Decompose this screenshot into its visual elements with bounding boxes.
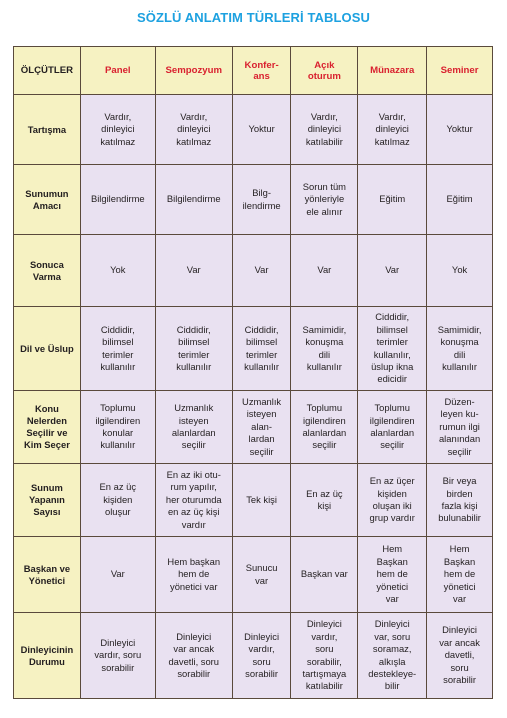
cell-konu-secimi-panel: Toplumu ilgilendiren konular kullanılır [80, 391, 155, 464]
cell-sunumun-amaci-seminer: Eğitim [427, 165, 493, 235]
row-label-sonuca-varma: Sonuca Varma [14, 235, 81, 307]
cell-tartisma-seminer: Yoktur [427, 95, 493, 165]
cell-konu-secimi-konferans: Uzmanlık isteyen alan- lardan seçilir [232, 391, 291, 464]
cell-dinleyicinin-durumu-panel: Dinleyici vardır, soru sorabilir [80, 613, 155, 699]
row-label-sunumun-amaci: Sunumun Amacı [14, 165, 81, 235]
row-label-tartisma: Tartışma [14, 95, 81, 165]
table-row-sunumun-amaci [14, 165, 493, 235]
cell-baskan-ve-yonetici-panel: Var [80, 537, 155, 613]
cell-dinleyicinin-durumu-konferans: Dinleyici vardır, soru sorabilir [232, 613, 291, 699]
header-seminer: Seminer [427, 47, 493, 95]
cell-tartisma-sempozyum: Vardır, dinleyici katılmaz [155, 95, 232, 165]
header-panel: Panel [80, 47, 155, 95]
cell-konu-secimi-sempozyum: Uzmanlık isteyen alanlardan seçilir [155, 391, 232, 464]
cell-sunum-yapan-sayisi-seminer: Bir veya birden fazla kişi bulunabilir [427, 464, 493, 537]
cell-dil-ve-uslup-konferans: Ciddidir, bilimsel terimler kullanılır [232, 307, 291, 391]
cell-dinleyicinin-durumu-sempozyum: Dinleyici var ancak davetli, soru sorabilir [155, 613, 232, 699]
cell-sunum-yapan-sayisi-munazara: En az üçer kişiden oluşan iki grup vardır [358, 464, 427, 537]
header-sempozyum: Sempozyum [155, 47, 232, 95]
cell-baskan-ve-yonetici-konferans: Sunucu var [232, 537, 291, 613]
table-row-baskan-ve-yonetici [14, 537, 493, 613]
cell-dil-ve-uslup-munazara: Ciddidir, bilimsel terimler kullanılır, üslup ikna edicidir [358, 307, 427, 391]
cell-konu-secimi-acik-oturum: Toplumu igilendiren alanlardan seçilir [291, 391, 358, 464]
cell-baskan-ve-yonetici-munazara: Hem Başkan hem de yönetici var [358, 537, 427, 613]
cell-dil-ve-uslup-sempozyum: Ciddidir, bilimsel terimler kullanılır [155, 307, 232, 391]
cell-sonuca-varma-panel: Yok [80, 235, 155, 307]
cell-dinleyicinin-durumu-seminer: Dinleyici var ancak davetli, soru sorabilir [427, 613, 493, 699]
cell-sonuca-varma-sempozyum: Var [155, 235, 232, 307]
cell-baskan-ve-yonetici-acik-oturum: Başkan var [291, 537, 358, 613]
cell-sonuca-varma-acik-oturum: Var [291, 235, 358, 307]
cell-konu-secimi-seminer: Düzen- leyen ku- rumun ilgi alanından seçilir [427, 391, 493, 464]
cell-konu-secimi-munazara: Toplumu ilgilendiren alanlardan seçilir [358, 391, 427, 464]
table-row-tartisma [14, 95, 493, 165]
cell-dil-ve-uslup-acik-oturum: Samimidir, konuşma dili kullanılır [291, 307, 358, 391]
row-label-sunum-yapan-sayisi: Sunum Yapanın Sayısı [14, 464, 81, 537]
cell-sunum-yapan-sayisi-acik-oturum: En az üç kişi [291, 464, 358, 537]
cell-tartisma-panel: Vardır, dinleyici katılmaz [80, 95, 155, 165]
row-label-konu-secimi: Konu Nelerden Seçilir ve Kim Seçer [14, 391, 81, 464]
cell-tartisma-konferans: Yoktur [232, 95, 291, 165]
header-acik-oturum: Açık oturum [291, 47, 358, 95]
cell-tartisma-acik-oturum: Vardır, dinleyici katılabilir [291, 95, 358, 165]
row-label-dinleyicinin-durumu: Dinleyicinin Durumu [14, 613, 81, 699]
cell-baskan-ve-yonetici-sempozyum: Hem başkan hem de yönetici var [155, 537, 232, 613]
cell-dil-ve-uslup-seminer: Samimidir, konuşma dili kullanılır [427, 307, 493, 391]
header-konferans: Konfer- ans [232, 47, 291, 95]
table-title: SÖZLÜ ANLATIM TÜRLERİ TABLOSU [136, 10, 371, 25]
cell-dil-ve-uslup-panel: Ciddidir, bilimsel terimler kullanılır [80, 307, 155, 391]
cell-sunumun-amaci-sempozyum: Bilgilendirme [155, 165, 232, 235]
cell-dinleyicinin-durumu-acik-oturum: Dinleyici vardır, soru sorabilir, tartışmaya katılabilir [291, 613, 358, 699]
cell-sunum-yapan-sayisi-konferans: Tek kişi [232, 464, 291, 537]
cell-tartisma-munazara: Vardır, dinleyici katılmaz [358, 95, 427, 165]
table-row-sunum-yapan-sayisi [14, 464, 493, 537]
cell-sunumun-amaci-acik-oturum: Sorun tüm yönleriyle ele alınır [291, 165, 358, 235]
cell-sunumun-amaci-konferans: Bilg- ilendirme [232, 165, 291, 235]
cell-sunum-yapan-sayisi-panel: En az üç kişiden oluşur [80, 464, 155, 537]
row-label-baskan-ve-yonetici: Başkan ve Yönetici [14, 537, 81, 613]
cell-sonuca-varma-konferans: Var [232, 235, 291, 307]
cell-sonuca-varma-seminer: Yok [427, 235, 493, 307]
table-row-dinleyicinin-durumu [14, 613, 493, 699]
table-row-konu-secimi [14, 391, 493, 464]
header-row [14, 47, 493, 95]
cell-baskan-ve-yonetici-seminer: Hem Başkan hem de yönetici var [427, 537, 493, 613]
cell-sunumun-amaci-panel: Bilgilendirme [80, 165, 155, 235]
cell-dinleyicinin-durumu-munazara: Dinleyici var, soru soramaz, alkışla destekleye- bilir [358, 613, 427, 699]
header-munazara: Münazara [358, 47, 427, 95]
cell-sunum-yapan-sayisi-sempozyum: En az iki otu- rum yapılır, her oturumda en az üç kişi vardır [155, 464, 232, 537]
comparison-table [13, 46, 493, 699]
table-row-dil-ve-uslup [14, 307, 493, 391]
row-label-dil-ve-uslup: Dil ve Üslup [14, 307, 81, 391]
table-row-sonuca-varma [14, 235, 493, 307]
cell-sunumun-amaci-munazara: Eğitim [358, 165, 427, 235]
header-criteria: ÖLÇÜTLER [14, 47, 81, 95]
cell-sonuca-varma-munazara: Var [358, 235, 427, 307]
